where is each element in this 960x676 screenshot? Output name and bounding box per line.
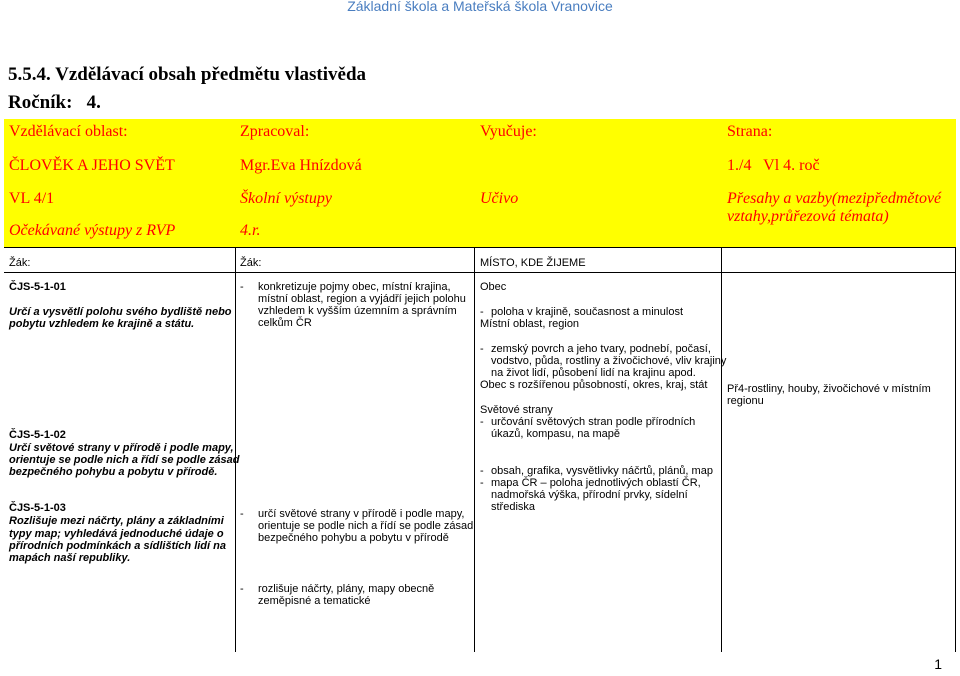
col2-item1-dash: -: [240, 281, 244, 293]
header-area-label: Vzdělávací oblast:: [9, 123, 128, 140]
header-page-label: Strana:: [727, 123, 773, 140]
col1-text1-line2: pobytu vzhledem ke krajině a státu.: [9, 318, 195, 330]
header-author-label: Zpracoval:: [240, 123, 310, 140]
col2-item1-line4: celkům ČR: [258, 317, 312, 329]
header-teacher-label: Vyučuje:: [480, 123, 537, 140]
page-header: Základní škola a Mateřská škola Vranovice: [347, 0, 613, 14]
col1-code2: ČJS-5-1-02: [9, 429, 66, 441]
col3-item5-line1: mapa ČR – poloha jednotlivých oblastí ČR,: [491, 477, 701, 489]
col1-text3-line4: mapách naší republiky.: [9, 552, 131, 564]
page-number: 1: [934, 656, 942, 672]
col-divider-2: [474, 247, 475, 652]
col3-item2-line2: vodstvo, půda, rostliny a živočichové, vliv krajiny: [491, 355, 727, 367]
col3-item3-line1: určování světových stran podle přírodních: [491, 416, 696, 428]
header-grade: 4.r.: [240, 222, 261, 239]
col2-item2-line2: orientuje se podle nich a řídí se podle zásad: [258, 520, 474, 532]
col3-mistni: Místní oblast, region: [480, 318, 580, 330]
col-divider-1: [235, 247, 236, 652]
header-page-value: 1./4 Vl 4. roč: [727, 157, 820, 174]
section-title: 5.5.4. Vzdělávací obsah předmětu vlastivěda: [8, 64, 367, 85]
col3-item1-dash: -: [480, 306, 484, 318]
header-area-value: ČLOVĚK A JEHO SVĚT: [9, 157, 175, 174]
col4-line2: regionu: [727, 395, 764, 407]
col1-text2-line2: orientuje se podle nich a řídí se podle zásad: [9, 454, 240, 466]
col3-heading: MÍSTO, KDE ŽIJEME: [480, 257, 586, 269]
col1-code1: ČJS-5-1-01: [9, 281, 66, 293]
col1-code3: ČJS-5-1-03: [9, 502, 66, 514]
col3-item1: poloha v krajině, současnost a minulost: [491, 306, 683, 318]
col3-item3-line2: úkazů, kompasu, na mapě: [491, 428, 621, 440]
col4-line1: Př4-rostliny, houby, živočichové v místním: [727, 383, 931, 395]
col-divider-right: [955, 247, 956, 652]
header-crosscurricular: Přesahy a vazby(mezipředmětové: [727, 190, 942, 207]
header-school-outputs: Školní výstupy: [240, 190, 332, 207]
col3-obec: Obec: [480, 281, 507, 293]
col1-zak: Žák:: [9, 257, 31, 269]
grade-line: Ročník: 4.: [8, 92, 101, 113]
header-author-value: Mgr.Eva Hnízdová: [240, 157, 362, 174]
row-line: [4, 272, 956, 273]
col3-item2-line1: zemský povrch a jeho tvary, podnebí, počasí,: [491, 343, 711, 355]
col1-text3-line1: Rozlišuje mezi náčrty, plány a základními: [9, 515, 224, 527]
header-code: VL 4/1: [9, 190, 55, 207]
col2-zak: Žák:: [240, 257, 262, 269]
col2-item2-dash: -: [240, 508, 244, 520]
col3-item2-dash: -: [480, 343, 484, 355]
col3-svetove: Světové strany: [480, 404, 553, 416]
col2-item3-dash: -: [240, 583, 244, 595]
col2-item1-line3: vzhledem k vyšším územním a správním: [258, 305, 457, 317]
col3-item5-line2: nadmořská výška, přírodní prvky, sídelní: [491, 489, 688, 501]
col2-item3-line2: zeměpisné a tematické: [258, 595, 371, 607]
col3-item5-line3: střediska: [491, 501, 536, 513]
col1-text3-line2: typy map; vyhledává jednoduché údaje o: [9, 528, 224, 540]
header-crosscurricular-cont: vztahy,průřezová témata): [727, 208, 889, 225]
col2-item1-line2: místní oblast, region a vyjádří jejich polohu: [258, 293, 466, 305]
col2-item2-line1: určí světové strany v přírodě i podle mapy,: [258, 508, 465, 520]
header-table: [4, 119, 956, 247]
col2-item3-line1: rozlišuje náčrty, plány, mapy obecně: [258, 583, 435, 595]
col3-item4-dash: -: [480, 465, 484, 477]
col3-obec2: Obec s rozšířenou působností, okres, kraj, stát: [480, 379, 708, 391]
col-divider-3: [721, 247, 722, 652]
header-expected-outputs: Očekávané výstupy z RVP: [9, 222, 176, 239]
col3-item3-dash: -: [480, 416, 484, 428]
header-curriculum: Učivo: [480, 190, 519, 207]
col1-text2-line1: Určí světové strany v přírodě i podle mapy,: [9, 442, 234, 454]
col1-text1-line1: Určí a vysvětlí polohu svého bydliště nebo: [9, 306, 232, 318]
table-top-line: [4, 247, 956, 248]
col1-text3-line3: přírodních podmínkách a sídlištích lidí na: [9, 540, 226, 552]
col2-item1-line1: konkretizuje pojmy obec, místní krajina,: [258, 281, 451, 293]
col1-text2-line3: bezpečného pohybu a pobytu v přírodě.: [9, 466, 218, 478]
col2-item2-line3: bezpečného pohybu a pobytu v přírodě: [258, 532, 449, 544]
col3-item4: obsah, grafika, vysvětlivky náčrtů, plánů, map: [491, 465, 713, 477]
col3-item2-line3: na život lidí, působení lidí na krajinu apod.: [491, 367, 696, 379]
col3-item5-dash: -: [480, 477, 484, 489]
